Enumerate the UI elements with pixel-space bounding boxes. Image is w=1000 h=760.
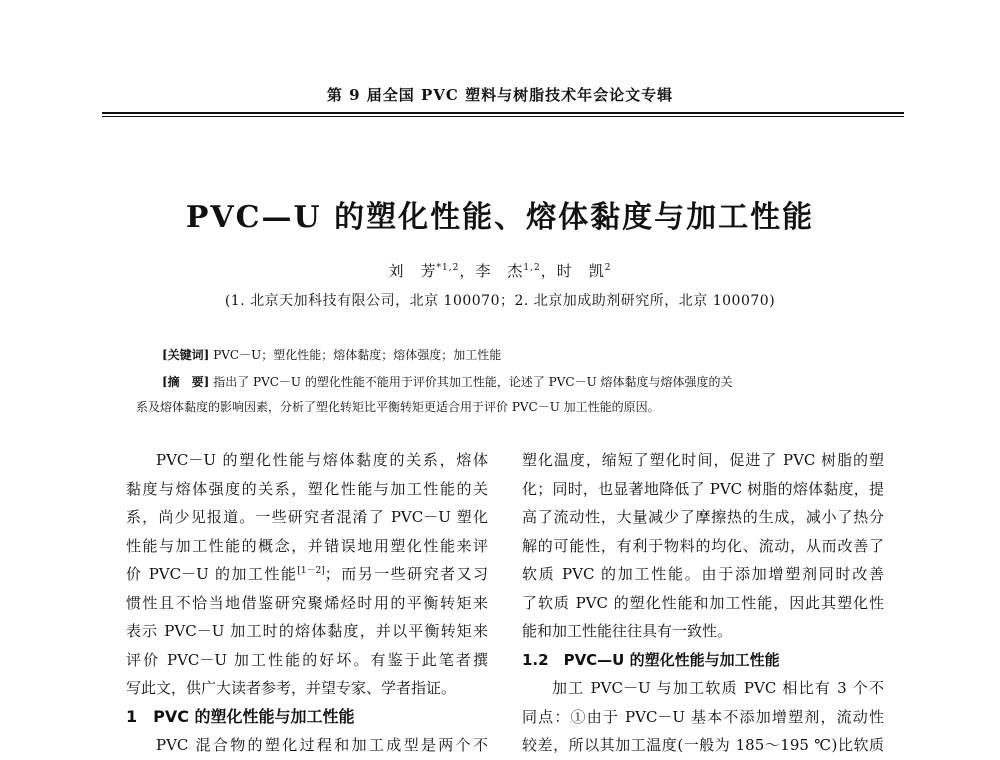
header-rule-thick [102,112,904,114]
author-name: 李 杰 [475,262,524,280]
body-line: 同点：①由于 PVC－U 基本不添加增塑剂，流动性 [522,707,884,726]
header-rule-thin [102,116,904,117]
author-affil-mark: 1,2 [523,263,541,273]
abstract-line-1 [162,373,733,390]
body-line: 高了流动性，大量减少了摩擦热的生成，减小了热分 [522,508,884,526]
section-heading: 1 PVC 的塑化性能与加工性能 [126,706,355,726]
body-text: ；而另一些研究者又习 [324,565,488,583]
right-column [522,446,884,760]
body-line: 能和加工性能往往具有一致性。 [522,622,733,640]
author-affil-mark: 2 [604,263,612,273]
author-name: 时 凯 [556,262,605,280]
body-line: 黏度与熔体强度的关系，塑化性能与加工性能的关 [126,479,488,498]
keywords-label: [关键词] [162,348,210,362]
body-line: 塑化温度，缩短了塑化时间，促进了 PVC 树脂的塑 [522,451,884,469]
body-line: PVC 混合物的塑化过程和加工成型是两个不 [156,736,488,754]
abstract-line-2: 系及熔体黏度的影响因素，分析了塑化转矩比平衡转矩更适合用于评价 PVC－U 加工性能的原因。 [136,400,660,414]
body-line: 评价 PVC－U 加工性能的好坏。有鉴于此笔者撰 [126,650,488,669]
body-line: 解的可能性，有利于物料的均化、流动，从而改善了 [522,536,884,555]
body-line: 软质 PVC 的加工性能。由于添加增塑剂同时改善 [522,565,884,583]
citation: [1－2] [297,566,325,576]
abstract-label: [摘 要] [162,375,210,389]
affiliations: (1. 北京天加科技有限公司，北京 100070；2. 北京加成助剂研究所，北京 100070) [224,293,776,309]
body-line: 系，尚少见报道。一些研究者混淆了 PVC－U 塑化 [126,508,488,526]
subsection-heading: 1.2 PVC—U 的塑化性能与加工性能 [522,650,780,669]
author-name: 刘 芳 [388,262,437,280]
body-text: 价 PVC－U 的加工性能 [126,565,298,583]
abstract-text-1: 指出了 PVC－U 的塑化性能不能用于评价其加工性能，论述了 PVC－U 熔体黏度与熔体强度的关 [213,375,733,389]
author-separator: ， [459,262,476,280]
body-line: 惯性且不恰当地借鉴研究聚烯烃时用的平衡转矩来 [126,593,488,612]
body-line [126,560,488,589]
keywords [162,346,501,363]
author-affil-mark: *1,2 [436,263,460,273]
body-line: 性能与加工性能的概念，并错误地用塑化性能来评 [126,536,488,555]
keywords-text: PVC－U；塑化性能；熔体黏度；熔体强度；加工性能 [213,348,502,362]
body-line: 表示 PVC－U 加工时的熔体黏度，并以平衡转矩来 [126,622,488,640]
body-line: 化；同时，也显著地降低了 PVC 树脂的熔体黏度，提 [522,479,884,498]
author-list [0,260,1000,281]
body-line: 加工 PVC－U 与加工软质 PVC 相比有 3 个不 [552,679,884,697]
left-column [126,446,488,760]
journal-header: 第 9 届全国 PVC 塑料与树脂技术年会论文专辑 [326,86,674,104]
body-line: 较差，所以其加工温度(一般为 185～195 ℃)比软质 [522,736,884,754]
body-line: 了软质 PVC 的塑化性能和加工性能，因此其塑化性 [522,593,884,612]
author-separator: ， [540,262,557,280]
body-line: PVC－U 的塑化性能与熔体黏度的关系，熔体 [156,451,488,469]
paper-title: PVC—U 的塑化性能、熔体黏度与加工性能 [185,200,815,235]
body-line: 写此文，供广大读者参考，并望专家、学者指证。 [126,679,457,697]
